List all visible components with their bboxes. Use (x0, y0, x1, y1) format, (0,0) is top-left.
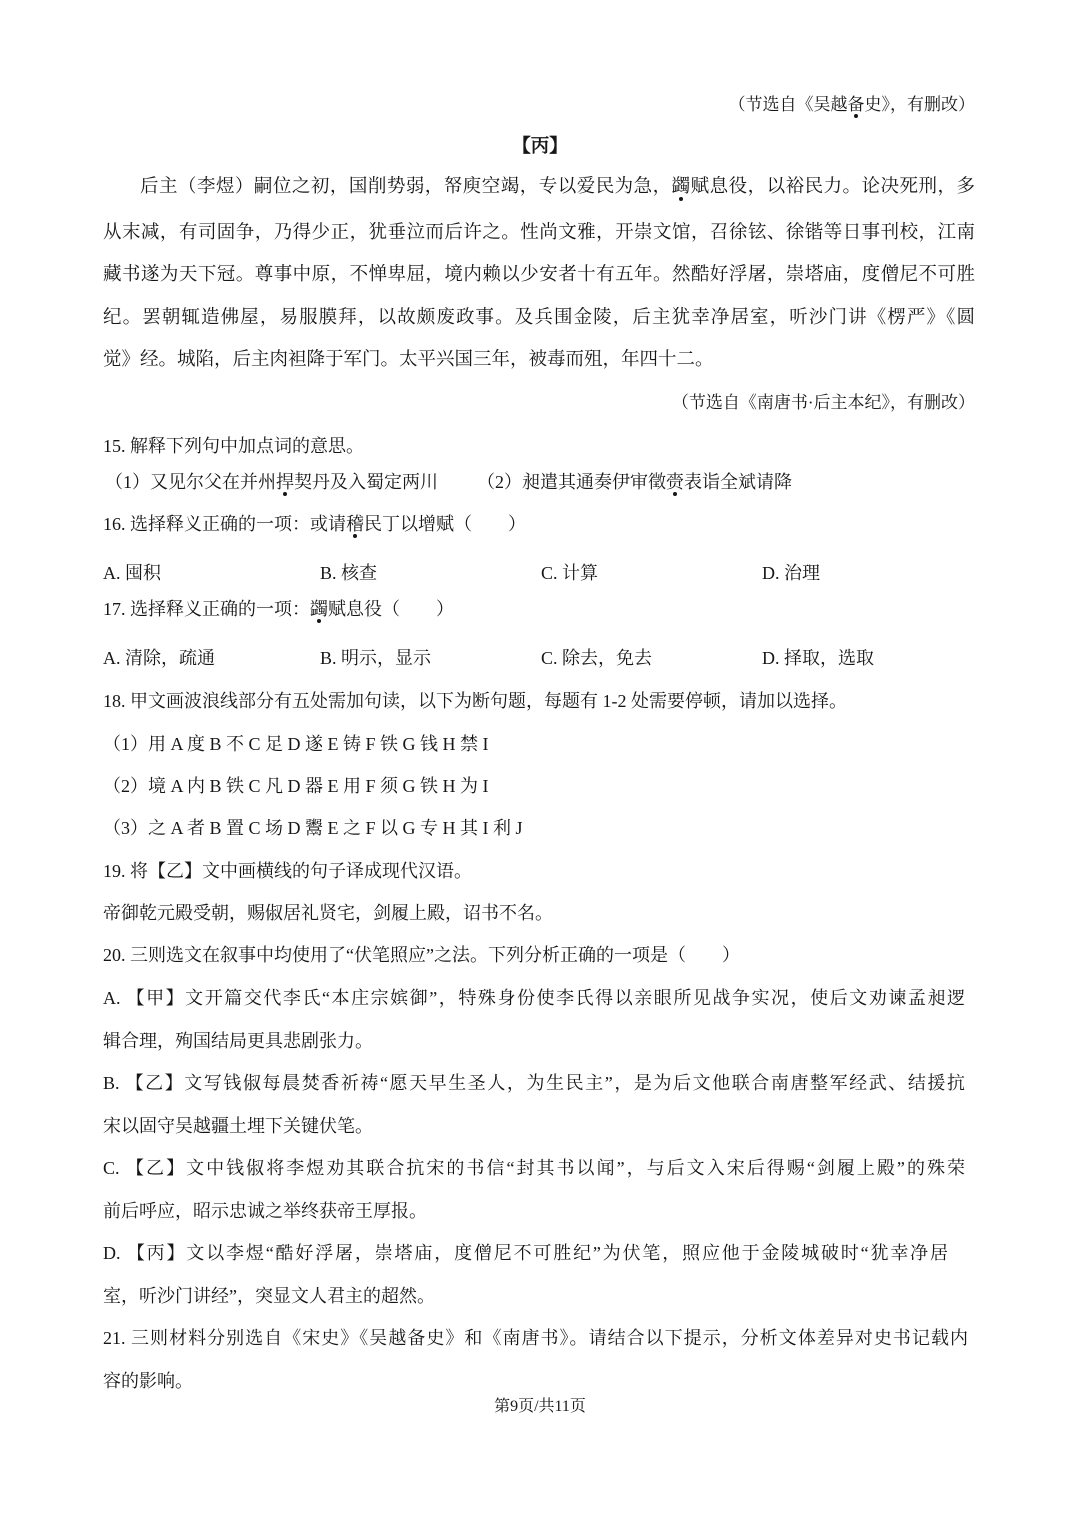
emphasis-dot-char: 赍 (666, 472, 684, 492)
question-15-stem: 15. 解释下列句中加点词的意思。 (103, 436, 364, 456)
question-20-option-c-line-2: 前后呼应，昭示忠诚之举终获帝王厚报。 (103, 1201, 427, 1221)
passage-c-source: （节选自《南唐书·后主本纪》，有删改） (671, 393, 975, 412)
question-16-option-d: D. 治理 (762, 563, 820, 583)
question-19-stem: 19. 将【乙】文中画横线的句子译成现代汉语。 (103, 861, 472, 881)
source-text: 史》，有删改） (864, 95, 975, 114)
passage-b-source (729, 92, 976, 118)
emphasis-dot-char: 捍 (276, 472, 294, 492)
question-17-option-a: A. 清除，疏通 (103, 648, 215, 668)
question-20-option-d-line-2: 室，听沙门讲经”，突显文人君主的超然。 (103, 1286, 435, 1306)
passage-text: 后主（李煜）嗣位之初，国削势弱，帑庾空竭，专以爱民为急， (140, 177, 672, 197)
passage-text: 赋息役，以裕民力。论决死刑，多 (690, 177, 975, 197)
question-20-option-c-line-1: C. 【乙】文中钱俶将李煜劝其联合抗宋的书信“封其书以闻”，与后文入宋后得赐“剑履上殿”的殊荣 (103, 1158, 965, 1178)
question-16-option-a: A. 囤积 (103, 563, 161, 583)
question-18-item-2: （2）境 A 内 B 铁 C 凡 D 器 E 用 F 须 G 铁 H 为 I (103, 776, 489, 796)
question-text: （1）又见尔父在并州 (105, 472, 276, 492)
emphasis-dot-char: 蠲 (671, 177, 691, 197)
question-16-option-c: C. 计算 (541, 563, 599, 583)
question-text: 契丹及入蜀定两川 (294, 472, 438, 492)
question-text: （2）昶遣其通奏伊审徵 (477, 472, 666, 492)
passage-c-line: 从末减，有司固争，乃得少正，犹垂泣而后许之。性尚文雅，开崇文馆，召徐铉、徐锴等日事刊校，江南 (103, 223, 975, 243)
question-20-option-d-line-1: D. 【丙】文以李煜“酷好浮屠，崇塔庙，度僧尼不可胜纪”为伏笔，照应他于金陵城破时“犹幸净居 (103, 1243, 948, 1263)
question-16-stem (103, 511, 526, 537)
emphasis-dot-char: 蠲 (310, 599, 328, 619)
question-21-line-1: 21. 三则材料分别选自《宋史》《吴越备史》和《南唐书》。请结合以下提示，分析文体差异对史书记载内 (103, 1328, 968, 1348)
question-15-item-1 (105, 469, 438, 495)
question-text: 17. 选择释义正确的一项： (103, 599, 310, 619)
page-footer: 第9页/共11页 (494, 1398, 586, 1415)
question-20-option-b-line-2: 宋以固守吴越疆土埋下关键伏笔。 (103, 1116, 373, 1136)
passage-c-line: 觉》经。城陷，后主肉袒降于军门。太平兴国三年，被毒而殂，年四十二。 (103, 350, 714, 370)
question-18-item-1: （1）用 A 度 B 不 C 足 D 遂 E 铸 F 铁 G 钱 H 禁 I (103, 734, 489, 754)
source-text: （节选自《吴越 (728, 95, 848, 114)
question-20-option-a-line-2: 辑合理，殉国结局更具悲剧张力。 (103, 1031, 373, 1051)
question-18-item-3: （3）之 A 者 B 置 C 场 D 鬻 E 之 F 以 G 专 H 其 I 利 J (103, 818, 523, 838)
question-16-option-b: B. 核查 (320, 563, 378, 583)
passage-c-line (140, 174, 975, 200)
emphasis-dot-char: 稽 (346, 514, 364, 534)
question-18-stem: 18. 甲文画波浪线部分有五处需加句读，以下为断句题，每题有 1-2 处需要停顿，请加以选择。 (103, 691, 847, 711)
passage-c-line: 纪。罢朝辄造佛屋，易服膜拜，以故颇废政事。及兵围金陵，后主犹幸净居室，听沙门讲《楞严》《圆 (103, 308, 975, 328)
question-text: 民丁以增赋（ ） (364, 514, 526, 534)
emphasis-dot-char: 备 (847, 95, 865, 114)
question-17-option-b: B. 明示，显示 (320, 648, 432, 668)
question-text: 表诣全斌请降 (684, 472, 792, 492)
question-text: 赋息役（ ） (328, 599, 454, 619)
question-21-line-2: 容的影响。 (103, 1371, 193, 1391)
question-text: 16. 选择释义正确的一项：或请 (103, 514, 346, 534)
question-17-stem (103, 596, 454, 622)
question-19-sentence: 帝御乾元殿受朝，赐俶居礼贤宅，剑履上殿，诏书不名。 (103, 903, 553, 923)
question-17-option-c: C. 除去，免去 (541, 648, 653, 668)
question-17-option-d: D. 择取，选取 (762, 648, 874, 668)
question-20-option-b-line-1: B. 【乙】文写钱俶每晨焚香祈祷“愿天早生圣人，为生民主”，是为后文他联合南唐整军经武、结援抗 (103, 1073, 965, 1093)
question-15-item-2 (477, 469, 792, 495)
question-20-option-a-line-1: A. 【甲】文开篇交代李氏“本庄宗嫔御”，特殊身份使李氏得以亲眼所见战争实况，使后文劝谏孟昶逻 (103, 988, 965, 1008)
passage-c-line: 藏书遂为天下冠。尊事中原，不惮卑屈，境内赖以少安者十有五年。然酷好浮屠，崇塔庙，度僧尼不可胜 (103, 265, 975, 285)
passage-c-title: 【丙】 (512, 137, 568, 157)
question-20-stem: 20. 三则选文在叙事中均使用了“伏笔照应”之法。下列分析正确的一项是（ ） (103, 945, 740, 965)
